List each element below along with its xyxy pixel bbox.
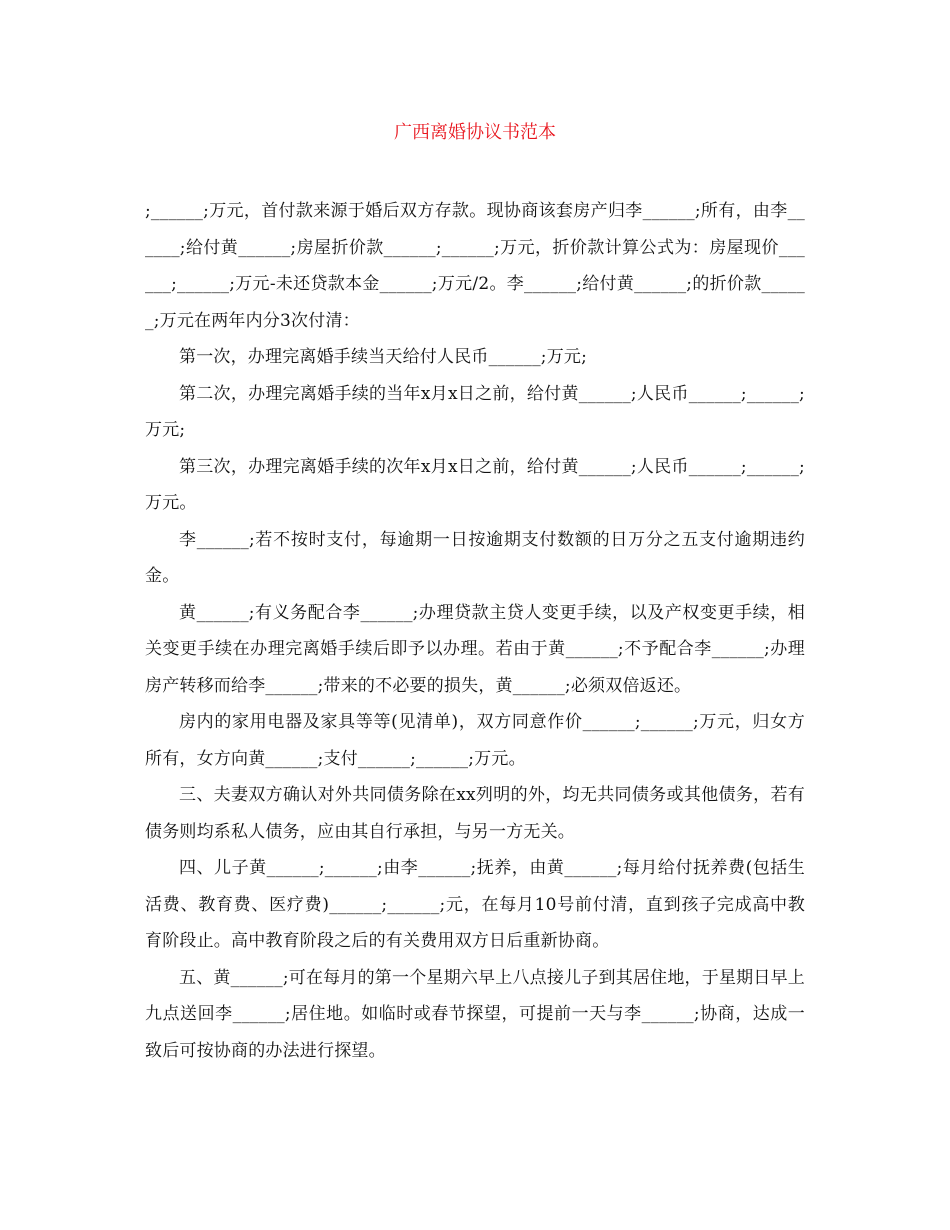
paragraph-visitation: 五、黄______;可在每月的第一个星期六早上八点接儿子到其居住地，于星期日早上九点送回李______;居住地。如临时或春节探望，可提前一天与李______;协商，达成一致后可按协商的办法进行探望。: [145, 967, 805, 1061]
paragraph-appliances: 房内的家用电器及家具等等(见清单)，双方同意作价______;______;万元，归女方所有，女方向黄______;支付______;______;万元。: [145, 712, 805, 769]
paragraph-second-payment: 第二次，办理完离婚手续的当年x月x日之前，给付黄______;人民币______;______;万元;: [145, 383, 805, 440]
paragraph-first-payment: 第一次，办理完离婚手续当天给付人民币______;万元;: [179, 347, 588, 367]
document-body: [145, 193, 805, 1069]
paragraph-property-settlement: ;______;万元，首付款来源于婚后双方存款。现协商该套房产归李______;所有，由李______;给付黄______;房屋折价款______;______;万元，折价款计算公式为：房屋现价______;______;万元-未还贷款本金______;万元/2。李______;给付黄______;的折价款______;万元在两年内分3次付清：: [145, 201, 805, 331]
paragraph-third-payment: 第三次，办理完离婚手续的次年x月x日之前，给付黄______;人民币______;______;万元。: [145, 456, 805, 513]
paragraph-debts: 三、夫妻双方确认对外共同债务除在xx列明的外，均无共同债务或其他债务，若有债务则均系私人债务，应由其自行承担，与另一方无关。: [145, 785, 805, 842]
paragraph-late-penalty: 李______;若不按时支付，每逾期一日按逾期支付数额的日万分之五支付逾期违约金。: [145, 529, 805, 586]
paragraph-loan-transfer: 黄______;有义务配合李______;办理贷款主贷人变更手续，以及产权变更手续，相关变更手续在办理完离婚手续后即予以办理。若由于黄______;不予配合李______;办理房产转移而给李______;带来的不必要的损失，黄______;必须双倍返还。: [145, 602, 805, 696]
document-title: 广西离婚协议书范本: [394, 122, 556, 143]
paragraph-child-support: 四、儿子黄______;______;由李______;抚养，由黄______;每月给付抚养费(包括生活费、教育费、医疗费)______;______;元，在每月10号前付清，直到孩子完成高中教育阶段止。高中教育阶段之后的有关费用双方日后重新协商。: [145, 858, 805, 951]
